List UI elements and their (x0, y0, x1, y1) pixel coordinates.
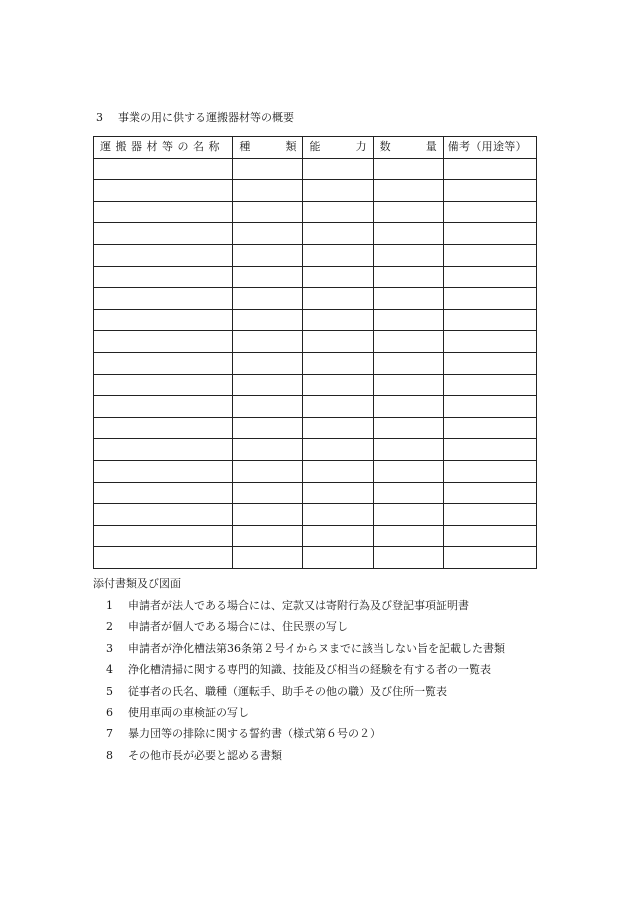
cell-notes[interactable] (443, 288, 536, 310)
cell-quantity[interactable] (373, 266, 443, 288)
cell-quantity[interactable] (373, 374, 443, 396)
header-quantity-char-1: 数 (379, 140, 391, 154)
cell-capacity[interactable] (303, 266, 373, 288)
cell-quantity[interactable] (373, 201, 443, 223)
cell-quantity[interactable] (373, 288, 443, 310)
cell-type[interactable] (233, 158, 303, 180)
cell-equipment-name[interactable] (94, 266, 233, 288)
list-item (106, 706, 505, 727)
table-row (94, 309, 537, 331)
cell-equipment-name[interactable] (94, 504, 233, 526)
table-row (94, 396, 537, 418)
cell-capacity[interactable] (303, 180, 373, 202)
table-row (94, 288, 537, 310)
header-capacity-char-2: 力 (355, 140, 367, 154)
table-row (94, 374, 537, 396)
table-row (94, 352, 537, 374)
cell-quantity[interactable] (373, 504, 443, 526)
table-row (94, 439, 537, 461)
list-item-text: 使用車両の車検証の写し (128, 705, 249, 719)
header-notes: 備考（用途等） (443, 137, 536, 159)
cell-quantity[interactable] (373, 482, 443, 504)
cell-notes[interactable] (443, 504, 536, 526)
cell-capacity[interactable] (303, 374, 373, 396)
attachments-title: 添付書類及び図面 (93, 577, 181, 590)
cell-notes[interactable] (443, 309, 536, 331)
cell-notes[interactable] (443, 547, 536, 569)
cell-notes[interactable] (443, 417, 536, 439)
cell-capacity[interactable] (303, 352, 373, 374)
cell-quantity[interactable] (373, 180, 443, 202)
cell-type[interactable] (233, 439, 303, 461)
cell-notes[interactable] (443, 201, 536, 223)
list-item-number: 8 (106, 748, 113, 762)
cell-capacity[interactable] (303, 525, 373, 547)
header-capacity (303, 137, 373, 159)
cell-equipment-name[interactable] (94, 374, 233, 396)
cell-quantity[interactable] (373, 417, 443, 439)
cell-capacity[interactable] (303, 417, 373, 439)
table-row (94, 482, 537, 504)
cell-equipment-name[interactable] (94, 460, 233, 482)
table-header-row (94, 137, 537, 159)
section-title: 事業の用に供する運搬器材等の概要 (118, 111, 294, 124)
attachments-list (106, 599, 505, 770)
cell-type[interactable] (233, 525, 303, 547)
list-item-number: 6 (106, 705, 113, 719)
cell-capacity[interactable] (303, 396, 373, 418)
table-row (94, 504, 537, 526)
header-type-char-2: 類 (285, 140, 297, 154)
list-item-text: 暴力団等の排除に関する誓約書（様式第６号の２） (128, 727, 381, 741)
list-item-number: 5 (106, 684, 113, 698)
cell-notes[interactable] (443, 244, 536, 266)
cell-capacity[interactable] (303, 460, 373, 482)
cell-capacity[interactable] (303, 439, 373, 461)
cell-equipment-name[interactable] (94, 180, 233, 202)
list-item-number: 4 (106, 663, 113, 677)
list-item (106, 620, 505, 641)
list-item-number: 3 (106, 641, 113, 655)
cell-quantity[interactable] (373, 439, 443, 461)
cell-type[interactable] (233, 547, 303, 569)
cell-equipment-name[interactable] (94, 201, 233, 223)
cell-notes[interactable] (443, 158, 536, 180)
list-item (106, 685, 505, 706)
list-item-text: 浄化槽清掃に関する専門的知識、技能及び相当の経験を有する者の一覧表 (128, 663, 491, 677)
cell-capacity[interactable] (303, 201, 373, 223)
list-item-text: 申請者が個人である場合には、住民票の写し (128, 620, 348, 634)
cell-equipment-name[interactable] (94, 396, 233, 418)
cell-type[interactable] (233, 244, 303, 266)
table-row (94, 525, 537, 547)
table-row (94, 223, 537, 245)
list-item (106, 599, 505, 620)
cell-type[interactable] (233, 417, 303, 439)
list-item-number: 1 (106, 599, 113, 612)
cell-quantity[interactable] (373, 309, 443, 331)
cell-quantity[interactable] (373, 460, 443, 482)
cell-equipment-name[interactable] (94, 223, 233, 245)
cell-type[interactable] (233, 180, 303, 202)
cell-capacity[interactable] (303, 309, 373, 331)
cell-type[interactable] (233, 266, 303, 288)
cell-capacity[interactable] (303, 288, 373, 310)
cell-type[interactable] (233, 352, 303, 374)
cell-capacity[interactable] (303, 331, 373, 353)
cell-quantity[interactable] (373, 223, 443, 245)
table-row (94, 417, 537, 439)
cell-capacity[interactable] (303, 482, 373, 504)
cell-notes[interactable] (443, 482, 536, 504)
cell-quantity[interactable] (373, 396, 443, 418)
cell-quantity[interactable] (373, 547, 443, 569)
table-row (94, 244, 537, 266)
list-item-number: 7 (106, 727, 113, 741)
cell-equipment-name[interactable] (94, 352, 233, 374)
cell-type[interactable] (233, 374, 303, 396)
cell-capacity[interactable] (303, 244, 373, 266)
cell-capacity[interactable] (303, 158, 373, 180)
cell-type[interactable] (233, 309, 303, 331)
cell-type[interactable] (233, 504, 303, 526)
cell-equipment-name[interactable] (94, 482, 233, 504)
table-row (94, 180, 537, 202)
cell-type[interactable] (233, 460, 303, 482)
header-quantity (373, 137, 443, 159)
cell-capacity[interactable] (303, 547, 373, 569)
list-item-text: 従事者の氏名、職種（運転手、助手その他の職）及び住所一覧表 (128, 684, 447, 698)
cell-type[interactable] (233, 223, 303, 245)
cell-equipment-name[interactable] (94, 547, 233, 569)
equipment-table (93, 136, 537, 569)
table-row (94, 201, 537, 223)
cell-equipment-name[interactable] (94, 158, 233, 180)
header-quantity-char-2: 量 (425, 140, 437, 154)
cell-type[interactable] (233, 331, 303, 353)
cell-notes[interactable] (443, 331, 536, 353)
section-number: 3 (96, 111, 103, 124)
table-row (94, 331, 537, 353)
cell-notes[interactable] (443, 460, 536, 482)
cell-quantity[interactable] (373, 525, 443, 547)
list-item-text: その他市長が必要と認める書類 (128, 748, 282, 762)
cell-equipment-name[interactable] (94, 288, 233, 310)
cell-quantity[interactable] (373, 331, 443, 353)
list-item (106, 727, 505, 748)
cell-type[interactable] (233, 201, 303, 223)
cell-capacity[interactable] (303, 223, 373, 245)
cell-notes[interactable] (443, 396, 536, 418)
cell-type[interactable] (233, 482, 303, 504)
table-row (94, 460, 537, 482)
cell-type[interactable] (233, 396, 303, 418)
table-row (94, 547, 537, 569)
cell-equipment-name[interactable] (94, 244, 233, 266)
list-item-number: 2 (106, 620, 113, 634)
cell-equipment-name[interactable] (94, 525, 233, 547)
header-capacity-char-1: 能 (309, 140, 321, 154)
cell-notes[interactable] (443, 525, 536, 547)
cell-notes[interactable] (443, 352, 536, 374)
cell-notes[interactable] (443, 439, 536, 461)
equipment-table-body (94, 158, 537, 568)
table-row (94, 158, 537, 180)
cell-quantity[interactable] (373, 244, 443, 266)
table-row (94, 266, 537, 288)
cell-equipment-name[interactable] (94, 309, 233, 331)
cell-notes[interactable] (443, 223, 536, 245)
header-type (233, 137, 303, 159)
cell-capacity[interactable] (303, 504, 373, 526)
header-equipment-name: 運搬器材等の名称 (94, 137, 233, 159)
cell-equipment-name[interactable] (94, 417, 233, 439)
list-item (106, 749, 505, 770)
cell-quantity[interactable] (373, 352, 443, 374)
list-item-text: 申請者が浄化槽法第36条第２号イからヌまでに該当しない旨を記載した書類 (128, 641, 505, 655)
list-item (106, 663, 505, 684)
list-item (106, 642, 505, 663)
cell-quantity[interactable] (373, 158, 443, 180)
cell-equipment-name[interactable] (94, 439, 233, 461)
cell-type[interactable] (233, 288, 303, 310)
header-type-char-1: 種 (239, 140, 251, 154)
cell-notes[interactable] (443, 374, 536, 396)
section-heading (96, 111, 294, 125)
list-item-text: 申請者が法人である場合には、定款又は寄附行為及び登記事項証明書 (128, 599, 469, 612)
cell-notes[interactable] (443, 266, 536, 288)
cell-notes[interactable] (443, 180, 536, 202)
cell-equipment-name[interactable] (94, 331, 233, 353)
